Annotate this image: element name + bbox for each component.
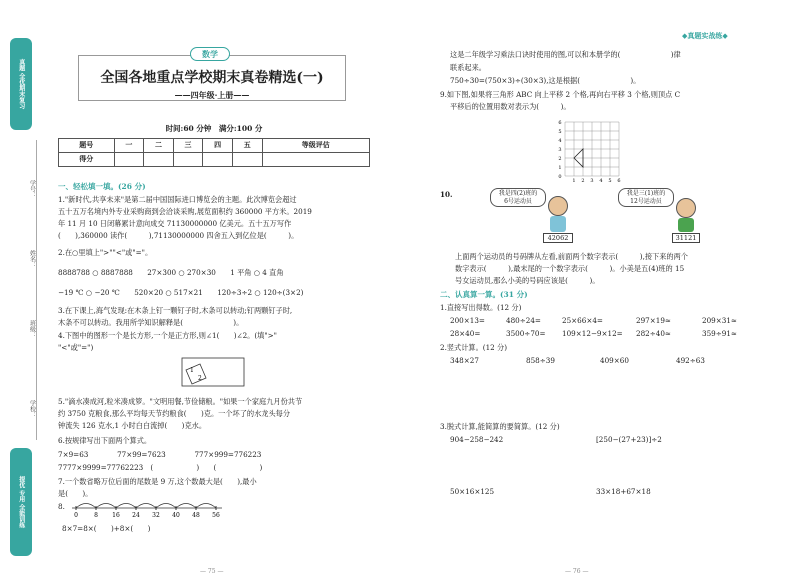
name-label: 姓名： [28, 250, 36, 268]
angle-1-label: 1 [190, 367, 194, 374]
question-line: 数字表示( ),最末尾的一个数字表示( )。小美是五(4)班的 15 [455, 264, 685, 273]
question-line: 3.脱式计算,能简算的要简算。(12 分) [440, 422, 560, 431]
question-line: 约 3750 克粮食,那么平均每天节约粮食( )克。一个坏了的水龙头每分 [58, 409, 291, 418]
question-line: 750÷30=(750×3)÷(30×3),这是根据( )。 [450, 76, 641, 85]
expression-item: [250−(27+23)]÷2 [596, 435, 662, 444]
question-line: 7.一个数省略万位后面的尾数是 9 万,这个数最大是( ),最小 [58, 477, 257, 486]
question-line: −19 ℃ ○ −20 ℃ 520×20 ○ 517×21 120÷3÷2 ○ 120÷(3×2) [58, 288, 304, 297]
section-heading: 二、认真算一算。(31 分) [440, 290, 528, 299]
grid-y-label: 4 [558, 138, 562, 144]
score-input[interactable] [262, 153, 369, 167]
question-line: 8×7=8×( )+8×( ) [62, 524, 151, 533]
grid-y-label: 5 [558, 129, 562, 135]
athlete-boy-icon [676, 198, 696, 218]
score-cell: 一 [114, 139, 144, 153]
calc-item: 109×12−9×12= [562, 329, 623, 338]
grid-x-label: 2 [581, 178, 585, 184]
score-cell: 得分 [59, 153, 115, 167]
score-input[interactable] [232, 153, 262, 167]
grid-y-label: 2 [558, 156, 562, 162]
section-tag: ◆真题实战练◆ [682, 31, 728, 40]
score-row-header [59, 139, 370, 153]
sidebar-bottom-banner: 提优 专用 全能训练 [10, 448, 32, 556]
vertical-calc-item: 409×60 [600, 356, 629, 365]
question-line: 1."新时代,共享未来"是第二届中国国际进口博览会的主题。此次博览会超过 [58, 195, 297, 204]
student-id-label: 学号： [28, 180, 36, 198]
number-line-arc [176, 504, 196, 509]
question-line: 联系起来。 [450, 63, 486, 72]
grid-y-label: 1 [558, 165, 562, 171]
calc-item: 297×19≈ [636, 316, 671, 325]
number-line-label: 48 [192, 512, 200, 519]
grid-y-label: 0 [558, 174, 562, 180]
question-line: 上面两个运动员的号码牌从左看,前面两个数字表示( ),接下来的两个 [455, 252, 688, 261]
question-line: 4.下图中的图形一个是长方形,一个是正方形,则∠1( )∠2。(填">" [58, 331, 277, 340]
score-row-values [59, 153, 370, 167]
number-line-label: 24 [132, 512, 140, 519]
grid-x-label: 4 [599, 178, 603, 184]
grade-subtitle: ——四年级·上册—— [174, 90, 250, 100]
page-number: — 76 — [565, 568, 589, 575]
question-line: 木条不可以转动。我用所学知识解释是( )。 [58, 318, 244, 327]
expression-item: 904−258−242 [450, 435, 504, 444]
score-cell: 三 [173, 139, 203, 153]
speech-bubble-right: 我是三(1)班的 12号运动员 [618, 188, 674, 207]
score-cell: 题号 [59, 139, 115, 153]
calc-item: 200×13= [450, 316, 485, 325]
vertical-calc-item: 858÷39 [526, 356, 555, 365]
question-line: "<"或"=") [58, 343, 94, 352]
grid-y-label: 6 [558, 120, 562, 126]
score-input[interactable] [114, 153, 144, 167]
question-line: 2.在○里填上">""<"或"="。 [58, 248, 153, 257]
rectangle-square-figure [178, 356, 248, 390]
athlete-boy-body [678, 218, 694, 232]
number-line [66, 498, 236, 520]
expression-item: 33×18+67×18 [596, 487, 651, 496]
athlete-girl-body [550, 216, 566, 232]
vertical-calc-item: 492÷63 [676, 356, 705, 365]
bib-number-left: 42062 [543, 233, 573, 243]
sidebar-top-banner: 真题 全优期末复习 [10, 38, 32, 130]
calc-item: 209×31≈ [702, 316, 737, 325]
exam-time: 时间:60 分钟 满分:100 分 [165, 124, 263, 133]
score-table [58, 138, 370, 167]
question-line: 年 11 月 10 日闭幕累计意向成交 71130000000 亿美元。五十五万写作 [58, 219, 292, 228]
calc-item: 3500÷70= [506, 329, 546, 338]
section-heading: 一、轻松填一填。(26 分) [58, 182, 146, 191]
speech-bubble-left: 我是四(2)班的 6号运动员 [490, 188, 546, 207]
calc-item: 28×40= [450, 329, 481, 338]
question-line: 这是二年级学习乘法口诀时使用的图,可以和本册学的( )律 [450, 50, 681, 59]
question-line: 7×9=63 77×99=7623 777×999=776223 [58, 450, 262, 459]
question-line: 2.竖式计算。(12 分) [440, 343, 508, 352]
question-line: 6.按规律写出下面两个算式。 [58, 436, 152, 445]
question-line: 1.直接写出得数。(12 分) [440, 303, 522, 312]
calc-item: 480÷24= [506, 316, 541, 325]
grid-x-label: 1 [572, 178, 576, 184]
question-line: 3.在下课上,海气发现:在木条上钉一颗钉子时,木条可以转动;钉两颗钉子时, [58, 306, 293, 315]
vertical-calc-item: 348×27 [450, 356, 479, 365]
angle-2-label: 2 [198, 375, 202, 382]
grid-x-label: 5 [608, 178, 612, 184]
number-line-label: 0 [74, 512, 78, 519]
binding-line [36, 140, 37, 440]
question-line: 8888788 ○ 8887888 27×300 ○ 270×30 1 平角 ○ 4 直角 [58, 268, 284, 277]
calc-item: 282÷40≈ [636, 329, 671, 338]
question-line: ( ),360000 读作( ),71130000000 四舍五入到亿位是( )。 [58, 231, 299, 240]
grid-x-label: 6 [617, 178, 621, 184]
question-line: 钟流失 126 克水,1 小时白白流掉( )克水。 [58, 421, 207, 430]
calc-item: 359÷91≈ [702, 329, 737, 338]
question-line: 是( )。 [58, 489, 93, 498]
score-cell: 五 [232, 139, 262, 153]
question-line: 五十五万名境内外专业采购商到会洽谈采购,展览面积约 360000 平方米。2019 [58, 207, 312, 216]
page-title: 全国各地重点学校期末真卷精选(一) [100, 70, 324, 86]
question-number: 10. [440, 190, 453, 199]
school-label: 学校： [28, 400, 36, 418]
calc-item: 25×66×4= [562, 316, 603, 325]
score-cell: 四 [203, 139, 233, 153]
number-line-arc [96, 504, 116, 509]
score-input[interactable] [144, 153, 174, 167]
athlete-girl-icon [548, 196, 568, 216]
number-line-label: 8 [94, 512, 98, 519]
page-number: — 75 — [200, 568, 224, 575]
question-line: 平移后的位置用数对表示为( )。 [450, 102, 571, 111]
question-line: 5."滴水凑成河,粒米凑成箩。"文明用餐,节俭储粮。"如果一个家庭九月份共节 [58, 397, 303, 406]
number-line-arc [156, 504, 176, 509]
subject-badge: 数学 [190, 47, 230, 61]
score-input[interactable] [173, 153, 203, 167]
question-line: 8. [58, 502, 65, 511]
number-line-label: 16 [112, 512, 120, 519]
score-cell: 二 [144, 139, 174, 153]
expression-item: 50×16×125 [450, 487, 495, 496]
grid-x-label: 3 [590, 178, 594, 184]
bib-number-right: 31121 [672, 233, 700, 243]
coordinate-grid [555, 114, 625, 184]
number-line-arc [136, 504, 156, 509]
number-line-arc [76, 504, 96, 509]
number-line-label: 56 [212, 512, 220, 519]
number-line-arc [116, 504, 136, 509]
question-line: 7777×9999=77762223 ( ) ( ) [58, 463, 263, 472]
question-line: 号女运动员,那么小美的号码应该是( )。 [455, 276, 600, 285]
class-label: 班级： [28, 320, 36, 338]
number-line-arc [196, 504, 216, 509]
question-line: 9.如下图,如果将三角形 ABC 向上平移 2 个格,再向右平移 3 个格,则顶点 C [440, 90, 681, 99]
score-input[interactable] [203, 153, 233, 167]
number-line-label: 40 [172, 512, 180, 519]
score-cell: 等级评估 [262, 139, 369, 153]
grid-y-label: 3 [558, 147, 562, 153]
number-line-label: 32 [152, 512, 160, 519]
